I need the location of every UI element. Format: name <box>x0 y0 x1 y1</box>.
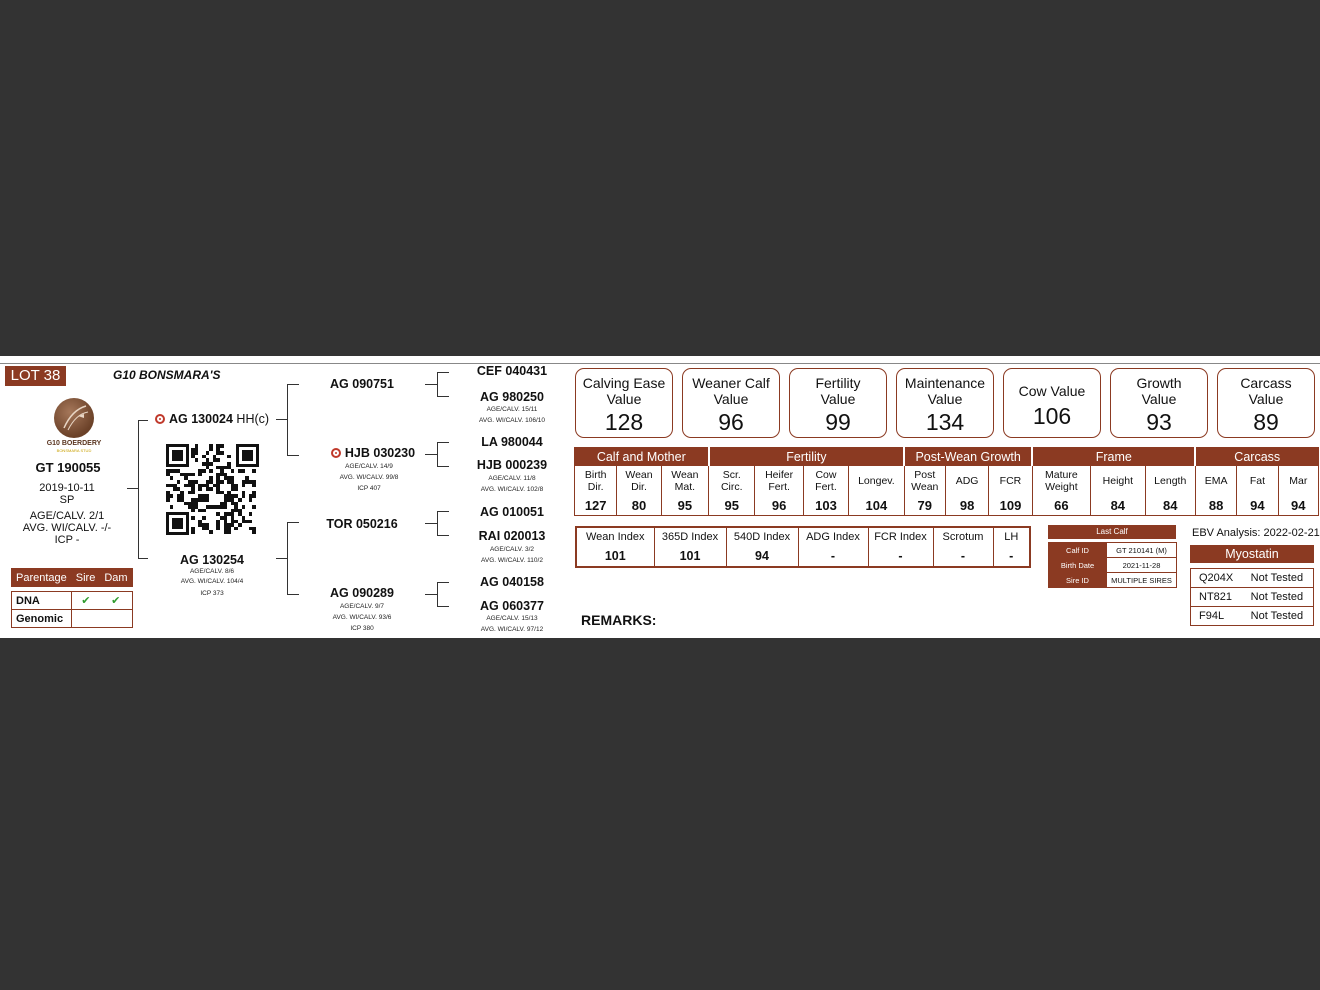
brand-title: G10 BONSMARA'S <box>113 368 221 382</box>
parentage-header <box>12 569 133 587</box>
ebv-label <box>945 466 988 497</box>
sire-dam-age-calv: AGE/CALV. 14/9 <box>345 463 393 470</box>
pedigree-gen3-1: CEF 040431 <box>476 364 548 378</box>
last-calf-row <box>1049 558 1177 573</box>
qr-module <box>177 480 181 484</box>
parentage-table <box>11 568 133 628</box>
gen3-8-age-calv: AGE/CALV. 15/13 <box>486 615 538 622</box>
value-title: Value <box>606 391 642 407</box>
ebv-label-line: EMA <box>1204 475 1228 487</box>
pedigree-gen3-4: HJB 000239 <box>476 458 548 472</box>
qr-module <box>170 505 174 509</box>
qr-module <box>252 530 256 534</box>
ebv-group-fertility: Fertility <box>709 448 905 466</box>
index-value: - <box>868 546 933 567</box>
ebv-value: 103 <box>803 496 848 516</box>
ebv-label <box>1237 466 1278 497</box>
qr-module <box>209 448 213 452</box>
qr-module <box>249 520 253 524</box>
ebv-label-line: Longev. <box>858 475 895 487</box>
index-value-row <box>576 546 1030 567</box>
qr-module <box>220 444 224 448</box>
ebv-label-line: Fat <box>1249 475 1265 487</box>
value-title: Value <box>1141 391 1177 407</box>
last-calf-title: Last Calf <box>1048 525 1176 539</box>
qr-module <box>234 527 238 531</box>
myostatin-row <box>1191 569 1314 588</box>
dna-sire-check-icon: ✔ <box>71 592 100 610</box>
value-box-cow <box>1003 368 1101 438</box>
ebv-label <box>617 466 661 497</box>
qr-module <box>202 516 206 520</box>
value-title: Growth <box>1136 375 1182 391</box>
logo-name: G10 BOERDERY <box>46 440 102 447</box>
ebv-value: 96 <box>755 496 803 516</box>
genomic-sire-cell <box>71 610 100 628</box>
last-calf-row <box>1049 573 1177 588</box>
ebv-label-line: Post <box>914 469 936 481</box>
qr-module <box>216 458 220 462</box>
ebv-label <box>1145 466 1195 497</box>
last-calf-value: MULTIPLE SIRES <box>1107 573 1177 588</box>
value-title: Value <box>820 391 856 407</box>
qr-module <box>252 505 256 509</box>
dam-dam-avg-wi: AVG. WI/CALV. 93/6 <box>332 614 392 621</box>
ebv-value: 109 <box>989 496 1032 516</box>
ebv-label <box>1032 466 1090 497</box>
qr-code-icon <box>166 444 259 535</box>
parentage-row-label: DNA <box>12 592 72 610</box>
qr-module <box>202 509 206 513</box>
value-box-calving-ease <box>575 368 673 438</box>
dam-age-calv: AGE/CALV. 8/6 <box>189 568 235 575</box>
last-calf-value: GT 210141 (M) <box>1107 543 1177 558</box>
parentage-header-dam: Dam <box>100 569 132 587</box>
last-calf-key: Sire ID <box>1049 573 1107 588</box>
index-value: 94 <box>726 546 798 567</box>
pedigree-dam-dam: AG 090289 <box>330 586 394 600</box>
ebv-analysis-date: EBV Analysis: 2022-02-21 <box>1192 527 1320 539</box>
sire-dam-id: HJB 030230 <box>344 446 416 460</box>
parentage-header-sire: Sire <box>71 569 100 587</box>
qr-module <box>202 469 206 473</box>
ebv-label <box>904 466 945 497</box>
ebv-value: 95 <box>709 496 755 516</box>
qr-module <box>216 527 220 531</box>
qr-module <box>170 476 174 480</box>
ebv-label-row <box>575 466 1319 497</box>
qr-module <box>198 473 202 477</box>
dam-id: AG 130254 <box>180 553 244 567</box>
myostatin-value: Not Tested <box>1243 588 1314 607</box>
qr-module <box>227 530 231 534</box>
ebv-label <box>1195 466 1236 497</box>
ebv-label <box>989 466 1032 497</box>
ebv-label-line: Wean <box>625 469 653 481</box>
ebv-label-line: Height <box>1102 475 1133 487</box>
myostatin-title: Myostatin <box>1190 545 1314 563</box>
ebv-label-line: Heifer <box>765 469 794 481</box>
qr-module <box>242 494 246 498</box>
value-title: Fertility <box>815 375 861 391</box>
ebv-label-line: Mar <box>1289 475 1308 487</box>
animal-birth-date: 2019-10-11 <box>39 482 95 494</box>
qr-module <box>249 498 253 502</box>
qr-module <box>166 498 170 502</box>
ebv-label-line: Dir. <box>587 481 604 493</box>
genomic-dam-cell <box>100 610 132 628</box>
index-label: Scrotum <box>933 527 993 546</box>
value-title: Value <box>1248 391 1284 407</box>
value-title: Calving Ease <box>582 375 666 391</box>
ebv-label-line: Length <box>1154 475 1187 487</box>
ebv-label-line: Fert. <box>815 481 837 493</box>
ebv-value: 127 <box>575 496 617 516</box>
value-number: 106 <box>1032 403 1072 429</box>
myostatin-row <box>1191 588 1314 607</box>
ebv-table <box>574 447 1319 516</box>
ebv-label-line: ADG <box>955 475 979 487</box>
qr-module <box>234 487 238 491</box>
index-value: - <box>933 546 993 567</box>
value-box-carcass <box>1217 368 1315 438</box>
pedigree-gen3-5: AG 010051 <box>480 505 544 519</box>
ebv-group-calf-mother: Calf and Mother <box>575 448 709 466</box>
parentage-header-label: Parentage <box>12 569 72 587</box>
value-number: 128 <box>604 409 644 435</box>
ebv-group-carcass: Carcass <box>1195 448 1318 466</box>
value-title: Cow Value <box>1018 383 1086 399</box>
qr-module <box>242 484 246 488</box>
ebv-label <box>1278 466 1318 497</box>
gen3-8-avg-wi: AVG. WI/CALV. 97/12 <box>480 626 544 633</box>
last-calf-table <box>1048 542 1177 588</box>
value-number: 93 <box>1146 409 1172 435</box>
value-box-growth <box>1110 368 1208 438</box>
qr-module <box>242 505 246 509</box>
ebv-label <box>575 466 617 497</box>
qr-module <box>238 523 242 527</box>
index-label: LH <box>993 527 1030 546</box>
dam-avg-wi: AVG. WI/CALV. 104/4 <box>180 578 244 585</box>
qr-module <box>195 458 199 462</box>
index-label-row <box>576 527 1030 546</box>
pedigree-gen3-8: AG 060377 <box>480 599 544 613</box>
ebv-label-line: Weight <box>1045 481 1078 493</box>
value-number: 134 <box>925 409 965 435</box>
pedigree-gen3-7: AG 040158 <box>480 575 544 589</box>
ebv-value: 88 <box>1195 496 1236 516</box>
last-calf-key: Birth Date <box>1049 558 1107 573</box>
ebv-label-line: Wean <box>671 469 699 481</box>
ebv-value: 94 <box>1278 496 1318 516</box>
parentage-row-genomic <box>12 610 133 628</box>
qr-module <box>209 487 213 491</box>
qr-module <box>206 498 210 502</box>
qr-module <box>209 462 213 466</box>
qr-module <box>191 509 195 513</box>
pedigree-gen3-2: AG 980250 <box>480 390 544 404</box>
qr-module <box>191 516 195 520</box>
pedigree-dam-sire: TOR 050216 <box>326 517 398 531</box>
qr-module <box>209 530 213 534</box>
ebv-label <box>709 466 755 497</box>
qr-module <box>209 469 213 473</box>
qr-module <box>170 494 174 498</box>
animal-icp: ICP - <box>54 534 80 546</box>
value-title: Value <box>713 391 749 407</box>
myostatin-row <box>1191 607 1314 626</box>
dam-dam-icp: ICP 380 <box>350 625 374 632</box>
ebv-value: 84 <box>1091 496 1145 516</box>
sire-dam-icp: ICP 407 <box>357 485 381 492</box>
qr-module <box>220 451 224 455</box>
gen3-2-avg-wi: AVG. WI/CALV. 106/10 <box>479 417 545 424</box>
myostatin-value: Not Tested <box>1243 607 1314 626</box>
last-calf-key: Calf ID <box>1049 543 1107 558</box>
index-label: Wean Index <box>576 527 654 546</box>
last-calf-value: 2021-11-28 <box>1107 558 1177 573</box>
pedigree-sire-dam <box>318 446 428 460</box>
value-box-fertility <box>789 368 887 438</box>
animal-avg-wi: AVG. WI/CALV. -/- <box>22 522 112 534</box>
index-label: 540D Index <box>726 527 798 546</box>
value-title: Maintenance <box>904 375 986 391</box>
remarks-label: REMARKS: <box>581 612 657 628</box>
qr-module <box>191 473 195 477</box>
parentage-row-dna <box>12 592 133 610</box>
ebv-label <box>755 466 803 497</box>
qr-module <box>252 494 256 498</box>
myostatin-key: NT821 <box>1191 588 1243 607</box>
ebv-label-line: Circ. <box>720 481 743 493</box>
ebv-value: 95 <box>661 496 708 516</box>
ebv-value-row <box>575 496 1319 516</box>
value-number: 99 <box>825 409 851 435</box>
pedigree-sire <box>155 412 285 426</box>
ebv-label-line: Fert. <box>768 481 790 493</box>
gen3-6-avg-wi: AVG. WI/CALV. 110/2 <box>481 557 543 564</box>
ebv-group-frame: Frame <box>1032 448 1195 466</box>
ebv-value: 98 <box>945 496 988 516</box>
ebv-label-line: Cow <box>815 469 837 481</box>
animal-age-calv: AGE/CALV. 2/1 <box>29 510 105 522</box>
gen3-2-age-calv: AGE/CALV. 15/11 <box>486 406 538 413</box>
qr-module <box>198 487 202 491</box>
ebv-value: 80 <box>617 496 661 516</box>
index-label: FCR Index <box>868 527 933 546</box>
pedigree-gen3-3: LA 980044 <box>481 435 543 449</box>
myostatin-value: Not Tested <box>1243 569 1314 588</box>
qr-module <box>238 498 242 502</box>
myostatin-table <box>1190 568 1314 626</box>
qr-module <box>191 491 195 495</box>
gen3-6-age-calv: AGE/CALV. 3/2 <box>489 546 535 553</box>
ebv-label-line: Scr. <box>722 469 741 481</box>
ebv-label <box>1091 466 1145 497</box>
ebv-label-line: Mat. <box>674 481 696 493</box>
sire-dam-avg-wi: AVG. WI/CALV. 99/8 <box>339 474 399 481</box>
ebv-label <box>849 466 904 497</box>
ebv-group-row <box>575 448 1319 466</box>
ebv-value: 84 <box>1145 496 1195 516</box>
qr-module <box>252 484 256 488</box>
ebv-value: 66 <box>1032 496 1090 516</box>
value-title: Value <box>927 391 963 407</box>
target-icon <box>155 414 165 424</box>
qr-module <box>231 469 235 473</box>
sire-suffix: HH(c) <box>236 412 270 426</box>
lot-badge: LOT 38 <box>5 366 66 386</box>
target-icon <box>331 448 341 458</box>
qr-module <box>252 469 256 473</box>
animal-id: GT 190055 <box>35 460 101 475</box>
qr-module <box>224 505 228 509</box>
gen3-4-avg-wi: AVG. WI/CALV. 102/8 <box>480 486 544 493</box>
parentage-row-label: Genomic <box>12 610 72 628</box>
index-value: - <box>993 546 1030 567</box>
index-value: 101 <box>576 546 654 567</box>
ebv-value: 104 <box>849 496 904 516</box>
sire-id: AG 130024 <box>169 412 233 426</box>
value-box-maintenance <box>896 368 994 438</box>
qr-module <box>191 530 195 534</box>
qr-module <box>220 480 224 484</box>
farm-logo-icon <box>54 398 94 438</box>
dam-icp: ICP 373 <box>200 590 224 597</box>
pedigree-gen3-6: RAI 020013 <box>478 529 546 543</box>
gen3-4-age-calv: AGE/CALV. 11/8 <box>488 475 536 482</box>
ebv-label-line: Birth <box>584 469 607 481</box>
divider <box>0 363 1320 364</box>
ebv-label <box>803 466 848 497</box>
index-value: - <box>798 546 868 567</box>
qr-module <box>206 451 210 455</box>
value-title: Weaner Calf <box>692 375 770 391</box>
ebv-label-line: FCR <box>999 475 1022 487</box>
value-number: 89 <box>1253 409 1279 435</box>
ebv-value: 94 <box>1237 496 1278 516</box>
dna-dam-check-icon: ✔ <box>100 592 132 610</box>
ebv-value: 79 <box>904 496 945 516</box>
ebv-label-line: Wean <box>911 481 939 493</box>
last-calf-row <box>1049 543 1177 558</box>
logo-subtitle: BONSMARA STUD <box>56 448 92 453</box>
myostatin-key: F94L <box>1191 607 1243 626</box>
index-label: 365D Index <box>654 527 726 546</box>
animal-code: SP <box>59 494 75 506</box>
index-label: ADG Index <box>798 527 868 546</box>
value-title: Carcass <box>1240 375 1292 391</box>
index-table <box>575 526 1031 568</box>
ebv-label-line: Dir. <box>631 481 647 493</box>
qr-module <box>242 469 246 473</box>
dam-dam-age-calv: AGE/CALV. 9/7 <box>339 603 385 610</box>
pedigree-sire-sire: AG 090751 <box>330 377 394 391</box>
value-box-weaner-calf <box>682 368 780 438</box>
myostatin-key: Q204X <box>1191 569 1243 588</box>
qr-module <box>227 455 231 459</box>
value-number: 96 <box>718 409 744 435</box>
ebv-label <box>661 466 708 497</box>
qr-module <box>249 512 253 516</box>
qr-module <box>195 451 199 455</box>
ebv-label-line: Mature <box>1045 469 1078 481</box>
lot-card <box>0 356 1320 638</box>
ebv-group-post-wean: Post-Wean Growth <box>904 448 1032 466</box>
index-value: 101 <box>654 546 726 567</box>
